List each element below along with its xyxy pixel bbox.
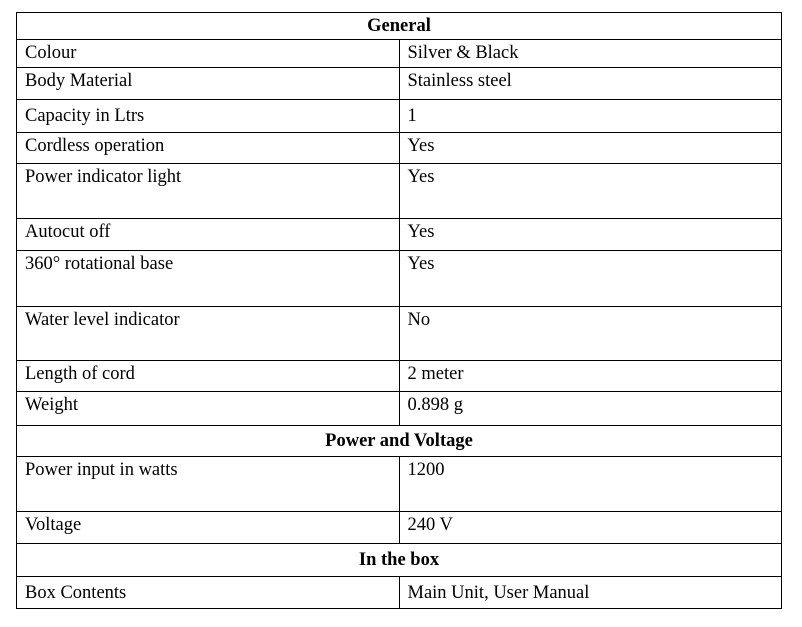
spec-value: 1: [399, 100, 782, 133]
spec-value: Yes: [399, 164, 782, 219]
spec-key: 360° rotational base: [17, 251, 400, 307]
spec-key: Water level indicator: [17, 307, 400, 361]
spec-value: 0.898 g: [399, 392, 782, 426]
spec-key: Power indicator light: [17, 164, 400, 219]
table-row: [17, 100, 782, 133]
spec-key: Power input in watts: [17, 457, 400, 512]
table-row: [17, 68, 782, 100]
table-row: [17, 133, 782, 164]
section-header-in-the-box: [17, 544, 782, 577]
table-row: [17, 307, 782, 361]
spec-key: Length of cord: [17, 361, 400, 392]
spec-key: Cordless operation: [17, 133, 400, 164]
table-row: [17, 577, 782, 609]
spec-value: Yes: [399, 251, 782, 307]
spec-key: Box Contents: [17, 577, 400, 609]
section-title: General: [17, 13, 782, 40]
spec-key: Voltage: [17, 512, 400, 544]
table-row: [17, 251, 782, 307]
table-row: [17, 457, 782, 512]
section-title: In the box: [17, 544, 782, 577]
table-row: [17, 361, 782, 392]
spec-key: Capacity in Ltrs: [17, 100, 400, 133]
spec-key: Colour: [17, 40, 400, 68]
spec-value: Stainless steel: [399, 68, 782, 100]
spec-value: No: [399, 307, 782, 361]
spec-key: Body Material: [17, 68, 400, 100]
table-row: [17, 392, 782, 426]
table-row: [17, 219, 782, 251]
table-row: [17, 164, 782, 219]
section-header-general: [17, 13, 782, 40]
section-header-power: [17, 426, 782, 457]
table-row: [17, 40, 782, 68]
spec-value: 2 meter: [399, 361, 782, 392]
spec-value: Yes: [399, 133, 782, 164]
spec-value: Silver & Black: [399, 40, 782, 68]
spec-value: Yes: [399, 219, 782, 251]
section-title: Power and Voltage: [17, 426, 782, 457]
spec-value: Main Unit, User Manual: [399, 577, 782, 609]
spec-value: 1200: [399, 457, 782, 512]
spec-table: [16, 12, 782, 609]
spec-key: Autocut off: [17, 219, 400, 251]
table-row: [17, 512, 782, 544]
spec-key: Weight: [17, 392, 400, 426]
spec-value: 240 V: [399, 512, 782, 544]
